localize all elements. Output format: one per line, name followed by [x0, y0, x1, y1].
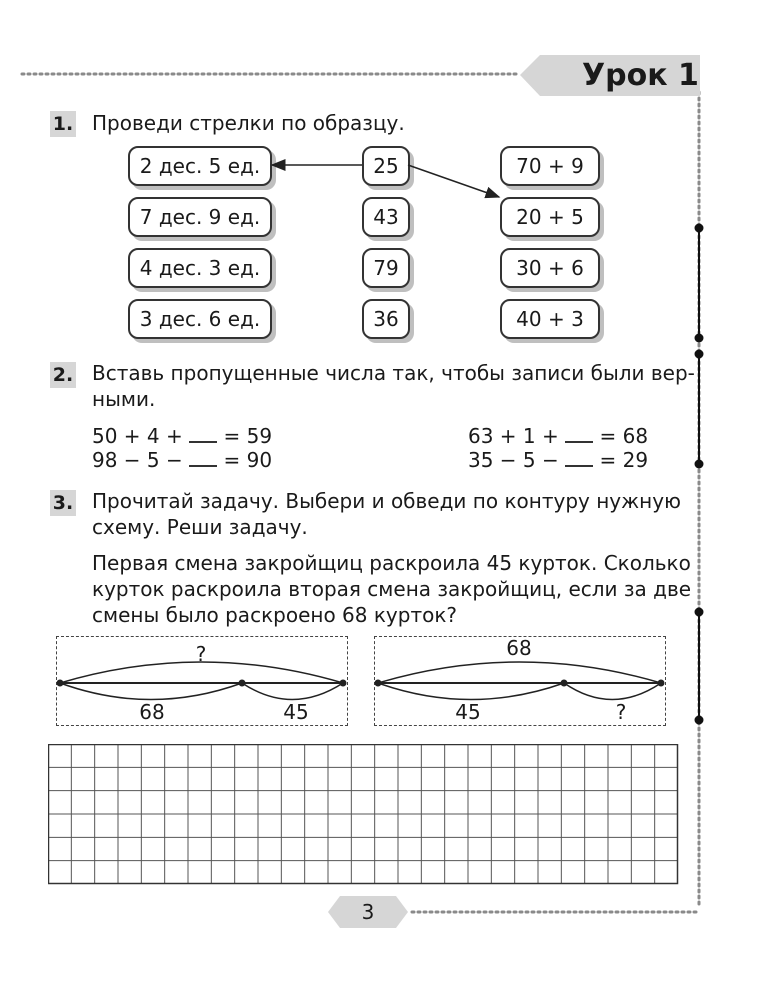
- left-box-3[interactable]: 4 дес. 3 ед.: [128, 248, 272, 288]
- task-1-number: 1.: [50, 111, 76, 137]
- scheme-1-top-label: ?: [195, 642, 207, 666]
- answer-blank-1[interactable]: [189, 424, 217, 443]
- task-3-number: 3.: [50, 490, 76, 516]
- left-box-1[interactable]: 2 дес. 5 ед.: [128, 146, 272, 186]
- page-number: 3: [361, 900, 375, 924]
- arrow-to-right: [408, 165, 499, 197]
- sample-arrows: [0, 0, 768, 400]
- answer-blank-2[interactable]: [189, 448, 217, 467]
- task-2-instruction-line2: ными.: [92, 387, 156, 411]
- right-box-1[interactable]: 70 + 9: [500, 146, 600, 186]
- middle-box-2[interactable]: 43: [362, 197, 410, 237]
- right-box-4[interactable]: 40 + 3: [500, 299, 600, 339]
- equation-2: 98 − 5 − = 90: [92, 448, 273, 472]
- scheme-2-right-label: ?: [615, 700, 627, 724]
- problem-line2: курток раскроила вторая смена закройщиц, если за две: [92, 577, 692, 601]
- scheme-2-left-label: 45: [455, 700, 481, 724]
- lesson-title: Урок 1: [582, 58, 699, 93]
- answer-grid[interactable]: [48, 744, 680, 886]
- middle-box-3[interactable]: 79: [362, 248, 410, 288]
- task-2-instruction-line1: Вставь пропущенные числа так, чтобы записи были вер-: [92, 361, 695, 385]
- problem-line1: Первая смена закройщиц раскроила 45 курток. Сколько: [92, 551, 691, 575]
- task-3-instruction-line1: Прочитай задачу. Выбери и обведи по контуру нужную: [92, 489, 681, 513]
- equation-4: 35 − 5 − = 29: [468, 448, 649, 472]
- task-2-number: 2.: [50, 362, 76, 388]
- answer-blank-4[interactable]: [565, 448, 593, 467]
- scheme-1-left-label: 68: [139, 700, 165, 724]
- equation-1: 50 + 4 + = 59: [92, 424, 273, 448]
- equation-3: 63 + 1 + = 68: [468, 424, 649, 448]
- problem-line3: смены было раскроено 68 курток?: [92, 603, 458, 627]
- middle-box-1[interactable]: 25: [362, 146, 410, 186]
- scheme-2-top-label: 68: [506, 636, 532, 660]
- answer-blank-3[interactable]: [565, 424, 593, 443]
- left-box-4[interactable]: 3 дес. 6 ед.: [128, 299, 272, 339]
- middle-box-4[interactable]: 36: [362, 299, 410, 339]
- task-3-instruction-line2: схему. Реши задачу.: [92, 515, 308, 539]
- task-1-instruction: Проведи стрелки по образцу.: [92, 111, 405, 135]
- right-box-3[interactable]: 30 + 6: [500, 248, 600, 288]
- scheme-1-right-label: 45: [283, 700, 309, 724]
- left-box-2[interactable]: 7 дес. 9 ед.: [128, 197, 272, 237]
- right-box-2[interactable]: 20 + 5: [500, 197, 600, 237]
